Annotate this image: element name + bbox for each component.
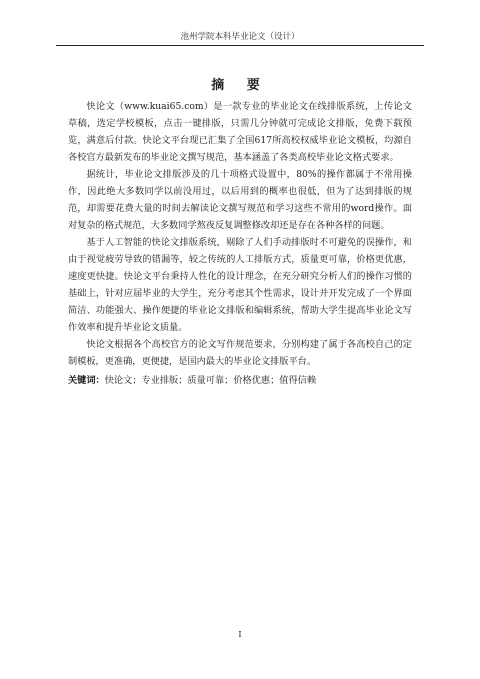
keywords-label: 关键词： <box>68 375 105 386</box>
abstract-paragraph: 据统计，毕业论文排版涉及的几十项格式设置中，80%的操作都属于不常用操作，因此绝大多数同学以前没用过，以后用到的概率也很低，但为了达到排版的规范，却需要花费大量的时间去解读论文撰写规范和学习这些不常用的word操作。面对复杂的格式规范，大多数同学熬夜反复调整修改却还是存在各种各样的问题。 <box>68 169 412 231</box>
running-header: 池州学院本科毕业论文（设计） <box>180 32 300 42</box>
keywords-text: 快论文；专业排版；质量可靠；价格优惠；值得信赖 <box>104 375 317 386</box>
abstract-paragraph: 快论文（www.kuai65.com）是一款专业的毕业论文在线排版系统，上传论文草稿，选定学校模板，点击一键排版，只需几分钟就可完成论文排版，免费下载预览，满意后付款。快论文平台现已汇集了全国617所高校权威毕业论文模板，均源自各校官方最新发布的毕业论文撰写规范，基本涵盖了各类高校毕业论文格式要求。 <box>68 101 412 163</box>
abstract-paragraph: 基于人工智能的快论文排版系统，剔除了人们手动排版时不可避免的误操作，和由于视觉疲劳导致的错漏等，较之传统的人工排版方式，质量更可靠，价格更优惠，速度更快捷。快论文平台秉持人性化的设计理念，在充分研究分析人们的操作习惯的基础上，针对应届毕业的大学生，充分考虑其个性需求，设计并开发完成了一个界面简洁、功能强大、操作便捷的毕业论文排版和编辑系统，帮助大学生提高毕业论文写作效率和提升毕业论文质量。 <box>68 237 412 333</box>
abstract-body <box>68 98 412 370</box>
header-rule <box>56 45 424 46</box>
abstract-title: 摘 要 <box>211 78 269 93</box>
keywords-line <box>68 372 412 389</box>
abstract-paragraph: 快论文根据各个高校官方的论文写作规范要求，分别构建了属于各高校自己的定制模板，更准确，更便捷，是国内最大的毕业论文排版平台。 <box>68 339 412 367</box>
page-number: I <box>238 630 242 639</box>
